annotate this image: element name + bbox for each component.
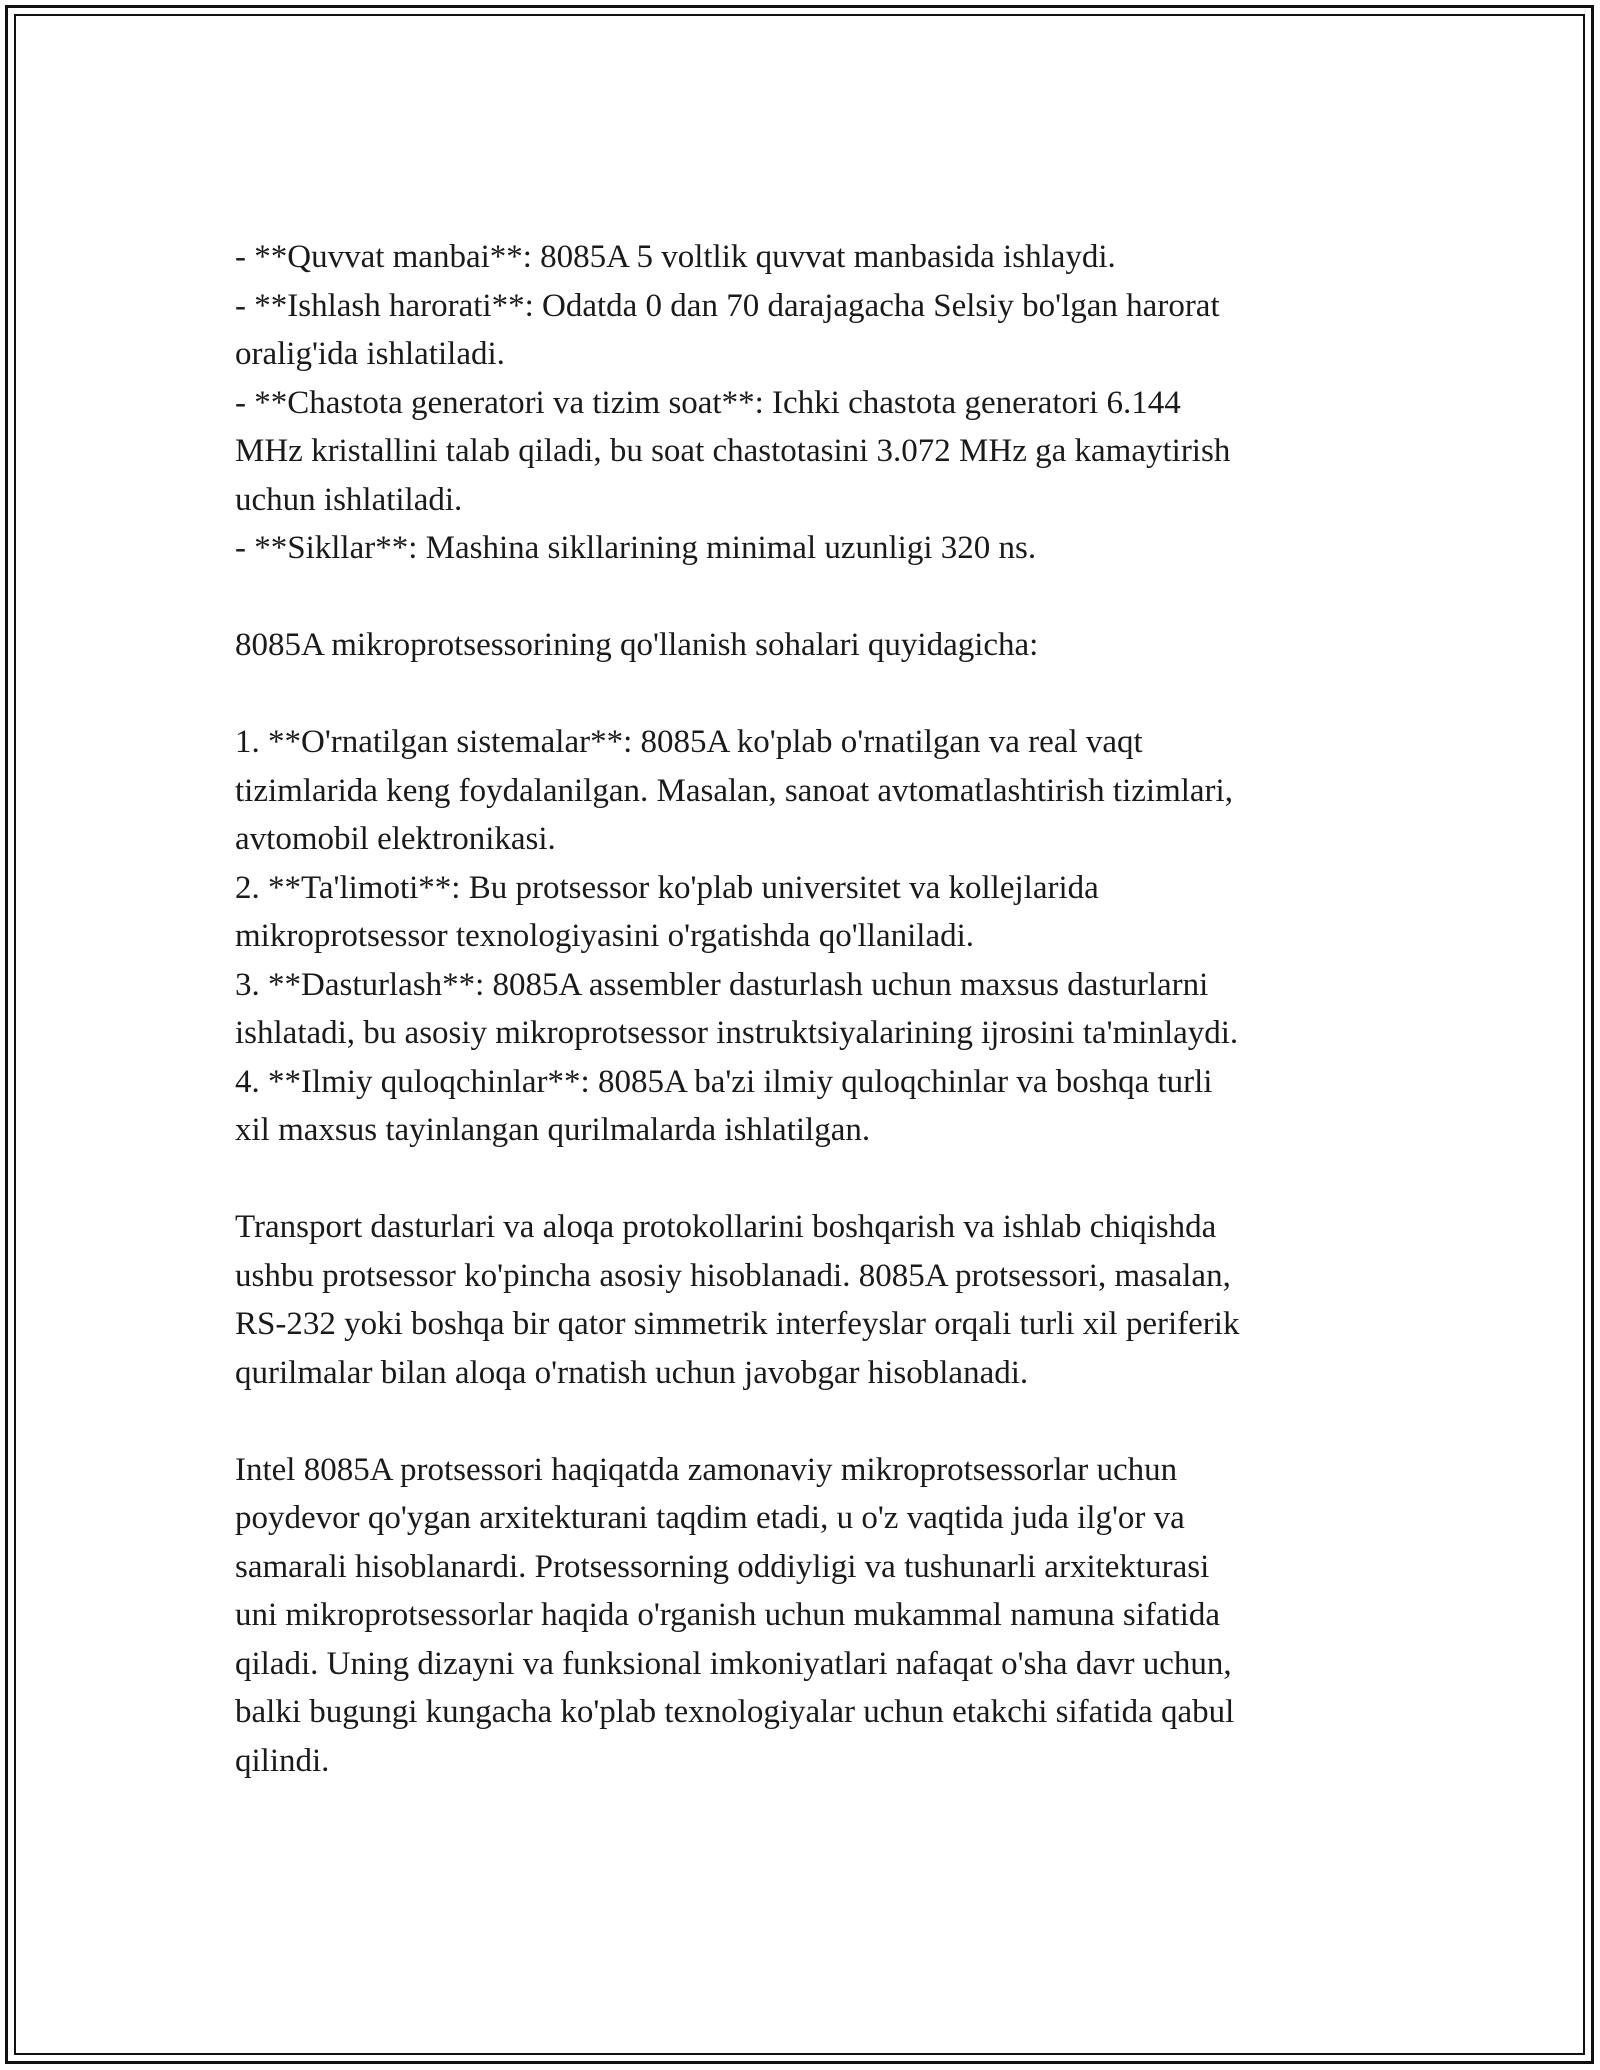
paragraph-line: Transport dasturlari va aloqa protokollarini boshqarish va ishlab chiqishda <box>235 1209 1217 1245</box>
list-item-line: xil maxsus tayinlangan qurilmalarda ishlatilgan. <box>235 1112 871 1148</box>
spec-line: - **Quvvat manbai**: 8085A 5 voltlik quvvat manbasida ishlaydi. <box>235 239 1116 275</box>
list-item-line: tizimlarida keng foydalanilgan. Masalan, sanoat avtomatlashtirish tizimlari, <box>235 772 1233 809</box>
conclusion-paragraph <box>235 1446 1375 1786</box>
paragraph-gap <box>235 670 1375 719</box>
list-item-line: 1. **O'rnatilgan sistemalar**: 8085A ko'plab o'rnatilgan va real vaqt <box>235 724 1143 760</box>
spec-line: - **Ishlash harorati**: Odatda 0 dan 70 darajagacha Selsiy bo'lgan harorat <box>235 287 1220 324</box>
paragraph-line: qurilmalar bilan aloqa o'rnatish uchun javobgar hisoblanadi. <box>235 1354 1029 1391</box>
paragraph-gap <box>235 1155 1375 1204</box>
paragraph-line: qilindi. <box>235 1742 330 1779</box>
spec-line: MHz kristallini talab qiladi, bu soat chastotasini 3.072 MHz ga kamaytirish <box>235 433 1231 469</box>
paragraph-line: poydevor qo'ygan arxitekturani taqdim etadi, u o'z vaqtida juda ilg'or va <box>235 1500 1185 1536</box>
specs-block <box>235 233 1375 573</box>
applications-intro: 8085A mikroprotsessorining qo'llanish sohalari quyidagicha: <box>235 627 1039 663</box>
spec-line: oralig'ida ishlatiladi. <box>235 336 505 372</box>
paragraph-gap <box>235 573 1375 622</box>
paragraph-line: balki bugungi kungacha ko'plab texnologiyalar uchun etakchi sifatida qabul <box>235 1694 1235 1730</box>
list-item-line: 4. **Ilmiy quloqchinlar**: 8085A ba'zi ilmiy quloqchinlar va boshqa turli <box>235 1063 1213 1100</box>
spec-line: - **Sikllar**: Mashina sikllarining minimal uzunligi 320 ns. <box>235 530 1037 566</box>
list-item-line: 2. **Ta'limoti**: Bu protsessor ko'plab universitet va kollejlarida <box>235 869 1099 906</box>
list-item-line: ishlatadi, bu asosiy mikroprotsessor instruktsiyalarining ijrosini ta'minlaydi. <box>235 1015 1239 1051</box>
paragraph-line: qiladi. Uning dizayni va funksional imkoniyatlari nafaqat o'sha davr uchun, <box>235 1645 1232 1682</box>
paragraph-line: ushbu protsessor ko'pincha asosiy hisoblanadi. 8085A protsessori, masalan, <box>235 1257 1231 1294</box>
paragraph-line: samarali hisoblanardi. Protsessorning oddiyligi va tushunarli arxitekturasi <box>235 1548 1210 1585</box>
spec-line: uchun ishlatiladi. <box>235 481 463 518</box>
applications-list <box>235 718 1375 1155</box>
transport-paragraph <box>235 1203 1375 1397</box>
paragraph-line: Intel 8085A protsessori haqiqatda zamonaviy mikroprotsessorlar uchun <box>235 1451 1178 1488</box>
list-item-line: avtomobil elektronikasi. <box>235 821 556 857</box>
document-body <box>235 233 1375 1785</box>
list-item-line: mikroprotsessor texnologiyasini o'rgatishda qo'llaniladi. <box>235 918 975 954</box>
paragraph-line: RS-232 yoki boshqa bir qator simmetrik interfeyslar orqali turli xil periferik <box>235 1306 1240 1342</box>
paragraph-gap <box>235 1397 1375 1446</box>
list-item-line: 3. **Dasturlash**: 8085A assembler dasturlash uchun maxsus dasturlarni <box>235 966 1209 1003</box>
paragraph-line: uni mikroprotsessorlar haqida o'rganish uchun mukammal namuna sifatida <box>235 1597 1221 1633</box>
spec-line: - **Chastota generatori va tizim soat**: Ichki chastota generatori 6.144 <box>235 384 1181 421</box>
